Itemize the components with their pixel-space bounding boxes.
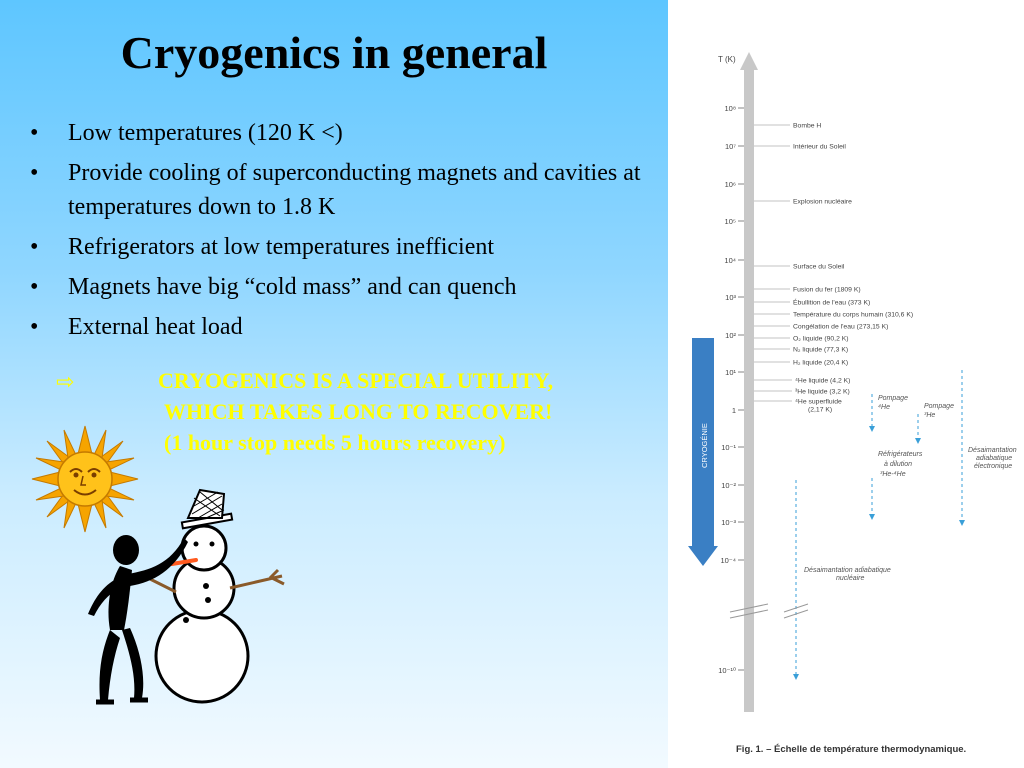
- desaim-n-label-2: nucléaire: [836, 575, 865, 582]
- person-figure: [80, 530, 190, 708]
- event-label: Fusion du fer (1809 K): [793, 286, 861, 294]
- bullet-item: [30, 230, 650, 264]
- axis-tick-label: 10³: [725, 293, 736, 302]
- event-label: ³He liquide (3,2 K): [795, 388, 850, 396]
- event-label: Bombe H: [793, 122, 822, 130]
- refrig-label-1: Réfrigérateurs: [878, 451, 923, 458]
- callout-line-3: (1 hour stop needs 5 hours recovery): [164, 430, 506, 455]
- axis-tick-label: 10⁻²: [721, 481, 736, 490]
- temperature-scale-figure: [668, 0, 1024, 768]
- cryogenics-arrow-head: [688, 546, 718, 566]
- figure-caption-bold: Fig. 1. – Échelle de température thermodynamique.: [736, 744, 967, 755]
- axis-tick-label: 10¹: [725, 368, 736, 377]
- bullet-item: [30, 156, 650, 224]
- bullet-marker: •: [30, 160, 39, 186]
- axis-tick-label: 10⁴: [724, 256, 736, 265]
- bullet-text: Refrigerators at low temperatures inefficient: [68, 234, 495, 260]
- event-label: Explosion nucléaire: [793, 198, 852, 206]
- cryogenics-label: CRYOGÉNIE: [700, 423, 709, 468]
- axis-tick-label: 10²: [725, 331, 736, 340]
- bullet-text: Magnets have big “cold mass” and can quench: [68, 274, 517, 300]
- bullet-item: [30, 310, 650, 344]
- bullet-list: [30, 116, 650, 350]
- event-label: Intérieur du Soleil: [793, 143, 846, 151]
- desaim-n-label-1: Désaimantation adiabatique: [804, 567, 891, 574]
- axis-title: T (K): [718, 55, 736, 64]
- right-arrow-icon: ⇨: [56, 370, 75, 395]
- axis-tick-label: 10⁷: [724, 142, 736, 151]
- callout-line-1: CRYOGENICS IS A SPECIAL UTILITY,: [158, 368, 554, 393]
- bullet-marker: •: [30, 274, 39, 300]
- refrig-label-2: à dilution: [884, 461, 913, 468]
- bullet-item: [30, 116, 650, 150]
- event-label: ⁴He superfluide: [795, 398, 842, 406]
- axis-tick-label: 10⁻⁴: [720, 556, 736, 565]
- pompage4-label-1: Pompage: [878, 395, 908, 402]
- event-label: Ébullition de l'eau (373 K): [793, 299, 871, 307]
- axis-tick-label: 10⁵: [724, 217, 736, 226]
- axis-tick-label: 10⁻¹: [721, 443, 736, 452]
- axis-tick-label: 10⁶: [724, 180, 736, 189]
- event-label: N₂ liquide (77,3 K): [793, 346, 849, 354]
- event-label: O₂ liquide (90,2 K): [793, 335, 849, 343]
- pompage3-label-2: ³He: [924, 412, 936, 419]
- temperature-scale-diagram: [668, 0, 1024, 740]
- bullet-item: [30, 270, 650, 304]
- desaim-e-label-3: électronique: [974, 463, 1013, 470]
- callout-line-2: WHICH TAKES LONG TO RECOVER!: [164, 399, 553, 424]
- event-label: Congélation de l'eau (273,15 K): [793, 323, 889, 331]
- event-group: [754, 123, 913, 414]
- bullet-text: External heat load: [68, 314, 243, 340]
- slide-title: Cryogenics in general: [120, 27, 548, 78]
- event-label: ⁴He liquide (4,2 K): [795, 377, 851, 385]
- temperature-axis-bar: [744, 68, 754, 712]
- event-label: Température du corps humain (310,6 K): [793, 311, 914, 319]
- axis-tick-label: 1: [731, 406, 736, 415]
- desaim-e-label-1: Désaimantation: [968, 447, 1017, 454]
- figure-caption: [736, 744, 966, 755]
- tick-group: [718, 104, 744, 675]
- event-label: (2,17 K): [808, 406, 833, 414]
- desaim-e-label-2: adiabatique: [976, 455, 1013, 462]
- pompage4-label-2: ⁴He: [878, 404, 890, 411]
- event-label: H₂ liquide (20,4 K): [793, 359, 849, 367]
- pompage3-label-1: Pompage: [924, 403, 954, 410]
- bullet-marker: •: [30, 234, 39, 260]
- refrig-label-3: ³He-⁴He: [880, 471, 906, 478]
- axis-tick-label: 10⁻¹⁰: [718, 666, 736, 675]
- bullet-marker: •: [30, 314, 39, 340]
- event-label: Surface du Soleil: [793, 263, 845, 271]
- bullet-text: Low temperatures (120 K <): [68, 120, 343, 146]
- bullet-marker: •: [30, 120, 39, 146]
- bullet-text: Provide cooling of superconducting magnets and cavities at temperatures down to 1.8 K: [68, 160, 641, 220]
- axis-tick-label: 10⁻³: [721, 518, 736, 527]
- axis-tick-label: 10⁸: [724, 104, 736, 113]
